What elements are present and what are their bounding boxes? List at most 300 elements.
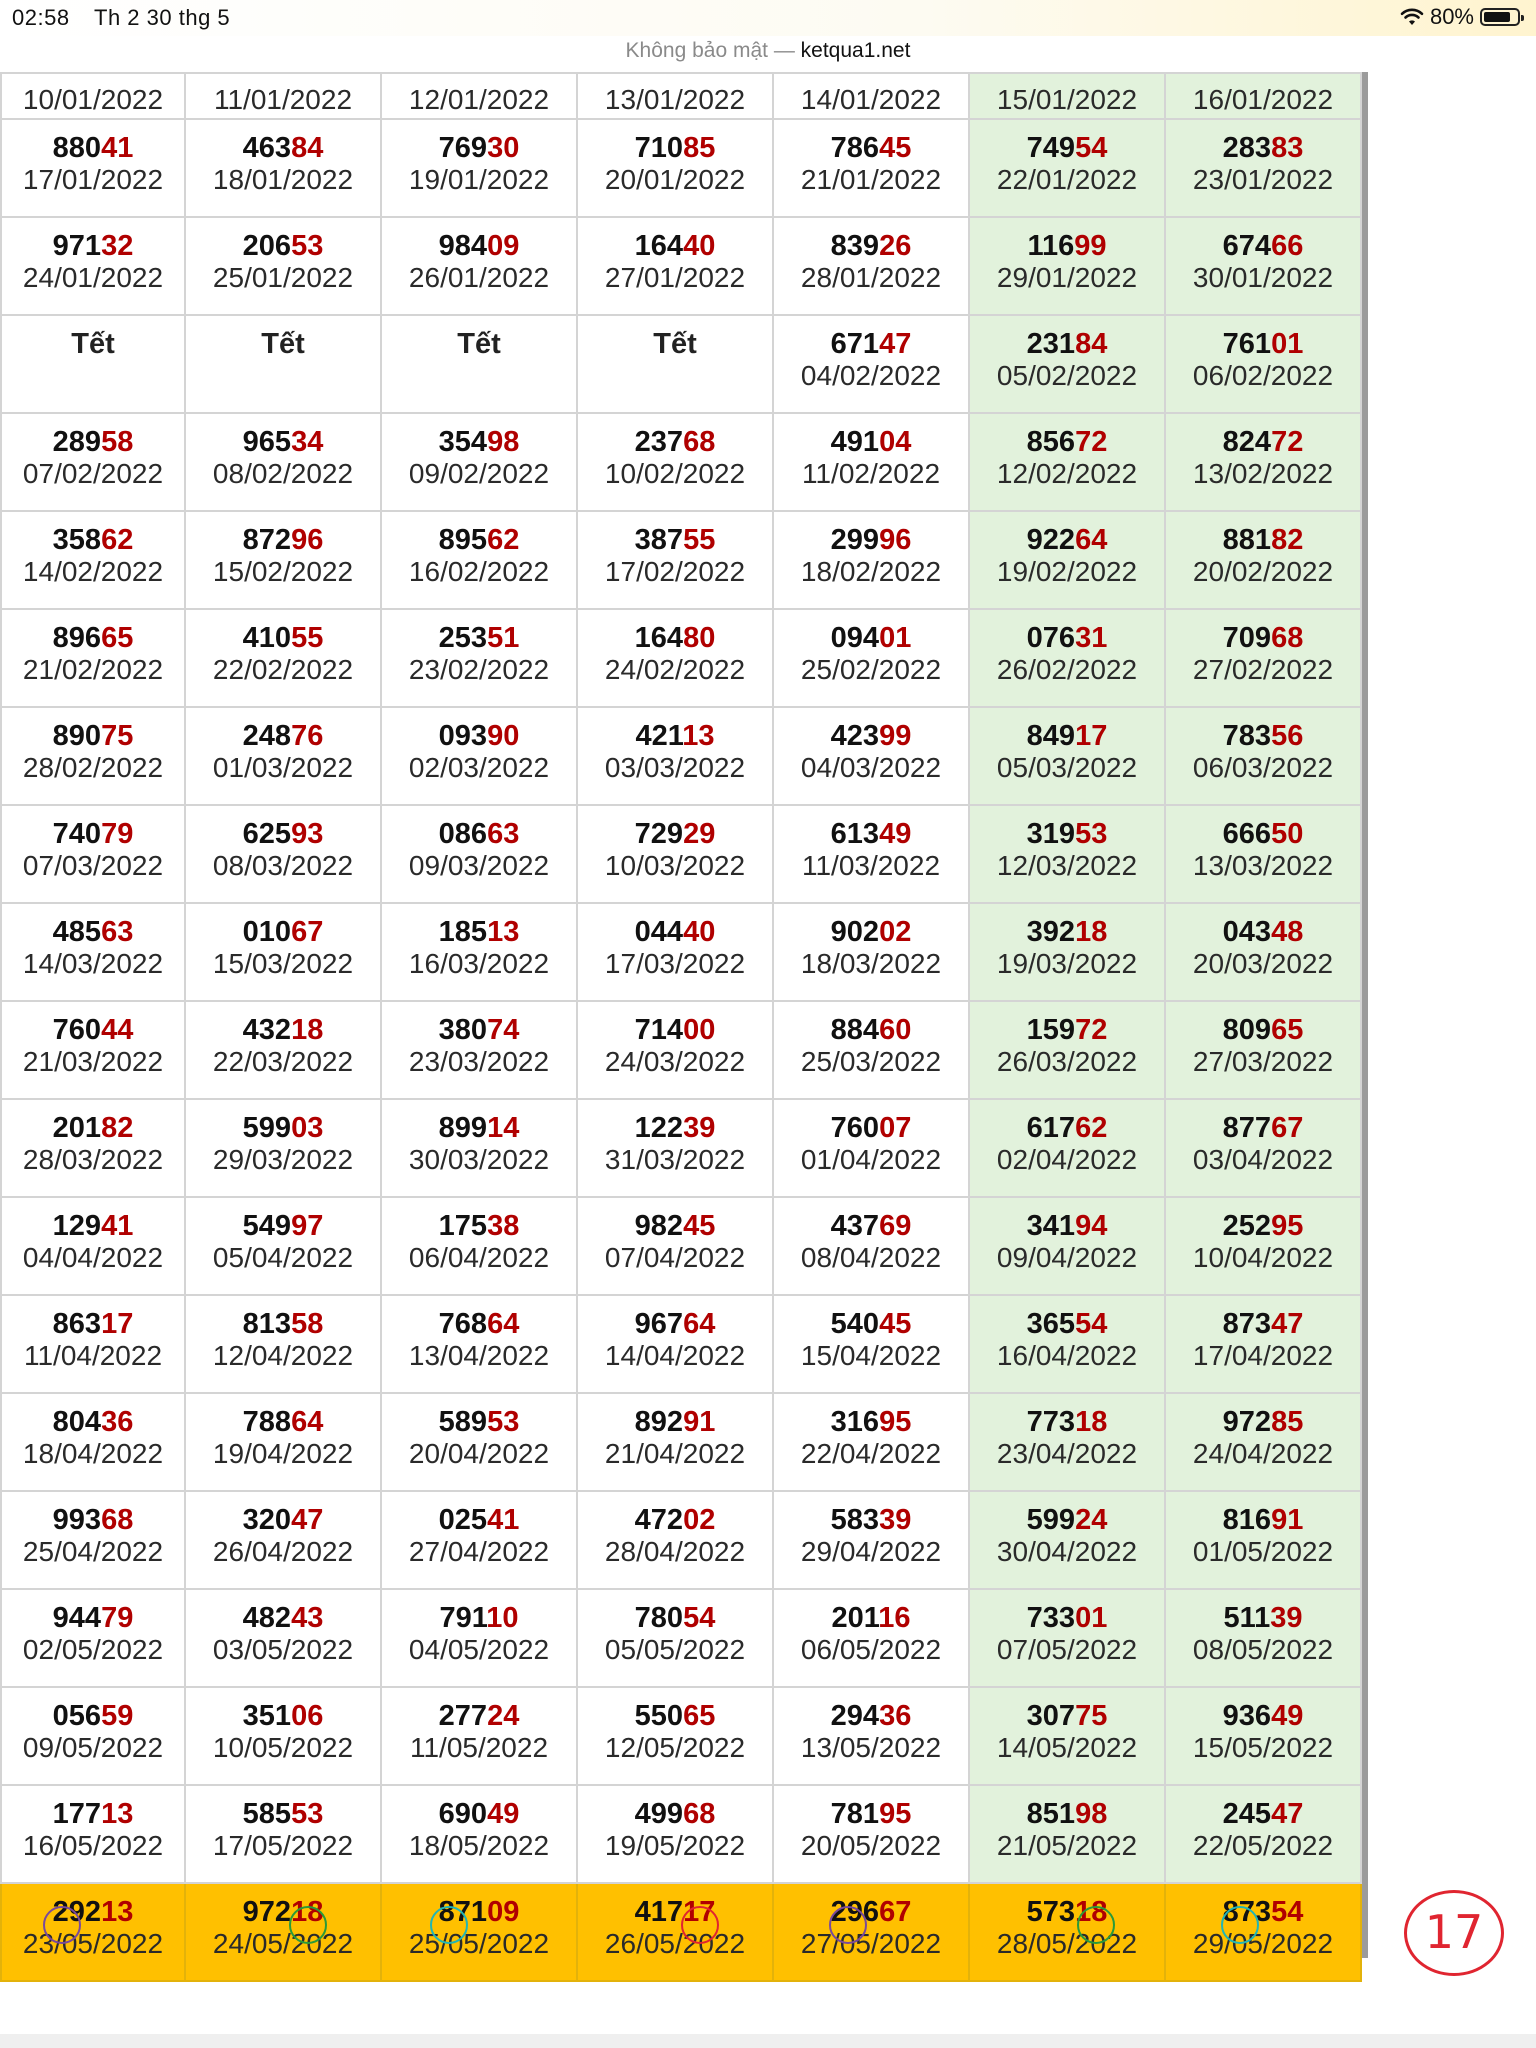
result-cell	[773, 903, 969, 1001]
draw-date: 23/03/2022	[408, 1046, 550, 1077]
table-row	[1, 1491, 1361, 1589]
result-cell	[1165, 609, 1361, 707]
draw-date: 31/03/2022	[604, 1144, 746, 1175]
draw-date: 21/04/2022	[604, 1438, 746, 1469]
draw-date: 27/01/2022	[604, 262, 746, 293]
result-cell	[381, 1001, 577, 1099]
result-number: 97132	[52, 230, 134, 262]
result-number: 31695	[830, 1406, 912, 1438]
status-indicators	[1400, 4, 1520, 30]
result-number: 24876	[242, 720, 324, 752]
result-number: 76930	[438, 132, 520, 164]
result-cell	[773, 511, 969, 609]
hand-drawn-circle-mark	[43, 1906, 81, 1944]
draw-date: 07/03/2022	[22, 850, 164, 881]
result-number: 35498	[438, 426, 520, 458]
draw-date: 23/05/2022	[22, 1928, 164, 1959]
result-cell	[969, 511, 1165, 609]
result-cell	[773, 73, 969, 119]
result-cell	[1, 1491, 185, 1589]
draw-date: 13/03/2022	[1192, 850, 1334, 881]
draw-date: 26/01/2022	[408, 262, 550, 293]
result-number: 35106	[242, 1700, 324, 1732]
result-cell	[1, 1099, 185, 1197]
result-number: 43218	[242, 1014, 324, 1046]
draw-date: 28/02/2022	[22, 752, 164, 783]
result-number: 76864	[438, 1308, 520, 1340]
draw-date: 07/04/2022	[604, 1242, 746, 1273]
result-cell	[381, 903, 577, 1001]
result-cell	[773, 1589, 969, 1687]
result-cell	[1165, 805, 1361, 903]
result-cell	[773, 1099, 969, 1197]
result-cell	[381, 511, 577, 609]
result-cell	[381, 413, 577, 511]
draw-date: 04/03/2022	[800, 752, 942, 783]
draw-date: 03/04/2022	[1192, 1144, 1334, 1175]
draw-date: 08/04/2022	[800, 1242, 942, 1273]
result-number: 82472	[1222, 426, 1304, 458]
result-cell	[1, 1001, 185, 1099]
result-cell	[381, 1491, 577, 1589]
result-cell	[185, 805, 381, 903]
result-number: 27724	[438, 1700, 520, 1732]
result-cell	[969, 1687, 1165, 1785]
hand-drawn-circle-mark	[1077, 1906, 1115, 1944]
draw-date: 15/04/2022	[800, 1340, 942, 1371]
draw-date: 27/02/2022	[1192, 654, 1334, 685]
result-cell	[773, 1785, 969, 1883]
result-cell	[577, 1295, 773, 1393]
table-row	[1, 1393, 1361, 1491]
result-number: 61762	[1026, 1112, 1108, 1144]
draw-date: 13/05/2022	[800, 1732, 942, 1763]
result-cell	[577, 609, 773, 707]
draw-date: 18/02/2022	[800, 556, 942, 587]
draw-date: 10/05/2022	[212, 1732, 354, 1763]
draw-date: 08/05/2022	[1192, 1634, 1334, 1665]
draw-date: 23/04/2022	[996, 1438, 1138, 1469]
result-cell	[969, 805, 1165, 903]
result-cell	[185, 1393, 381, 1491]
result-number: 98245	[634, 1210, 716, 1242]
draw-date: 17/04/2022	[1192, 1340, 1334, 1371]
result-number: 62593	[242, 818, 324, 850]
result-number: 05659	[52, 1700, 134, 1732]
result-number: 58953	[438, 1406, 520, 1438]
result-cell	[969, 217, 1165, 315]
result-cell	[381, 1295, 577, 1393]
draw-date: 02/03/2022	[408, 752, 550, 783]
draw-date: 23/02/2022	[408, 654, 550, 685]
result-cell	[185, 707, 381, 805]
draw-date: 20/05/2022	[800, 1830, 942, 1861]
status-time: 02:58	[12, 5, 70, 30]
result-cell	[1, 1197, 185, 1295]
result-cell	[1165, 217, 1361, 315]
result-cell	[969, 1883, 1165, 1981]
result-cell	[969, 73, 1165, 119]
result-cell	[969, 1393, 1165, 1491]
result-cell	[577, 315, 773, 413]
result-cell	[577, 903, 773, 1001]
result-number: 41717	[634, 1896, 716, 1928]
result-number: 41055	[242, 622, 324, 654]
result-cell	[773, 1491, 969, 1589]
draw-date: 06/02/2022	[1192, 360, 1334, 391]
hand-drawn-circle-mark	[1221, 1906, 1259, 1944]
result-cell	[381, 1589, 577, 1687]
result-cell	[381, 805, 577, 903]
status-date: Th 2 30 thg 5	[94, 5, 231, 30]
battery-icon	[1480, 8, 1520, 26]
result-number: 87109	[438, 1896, 520, 1928]
draw-date: 11/04/2022	[23, 1340, 163, 1371]
result-cell	[185, 1883, 381, 1981]
draw-date: 09/04/2022	[996, 1242, 1138, 1273]
result-cell	[185, 1491, 381, 1589]
draw-date: 13/02/2022	[1192, 458, 1334, 489]
result-cell	[773, 315, 969, 413]
draw-date: 04/04/2022	[22, 1242, 164, 1273]
result-number: 38755	[634, 524, 716, 556]
result-cell	[969, 1491, 1165, 1589]
result-number: 20182	[52, 1112, 134, 1144]
result-number: 99368	[52, 1504, 134, 1536]
result-cell	[1165, 1099, 1361, 1197]
table-row	[1, 1001, 1361, 1099]
draw-date: 22/02/2022	[212, 654, 354, 685]
draw-date: 20/04/2022	[408, 1438, 550, 1469]
result-cell	[969, 1099, 1165, 1197]
draw-date: 01/03/2022	[212, 752, 354, 783]
result-number: 97285	[1222, 1406, 1304, 1438]
draw-date: 20/01/2022	[604, 164, 746, 195]
result-number: 12239	[634, 1112, 716, 1144]
table-row	[1, 73, 1361, 119]
result-number: 11699	[1027, 230, 1107, 262]
result-cell	[381, 707, 577, 805]
result-cell	[577, 1001, 773, 1099]
result-cell	[1165, 1393, 1361, 1491]
result-cell	[1, 1785, 185, 1883]
result-cell	[969, 1197, 1165, 1295]
result-number: 87354	[1222, 1896, 1304, 1928]
result-number: 38074	[438, 1014, 520, 1046]
draw-date: 11/03/2022	[801, 850, 941, 881]
result-cell	[1165, 1197, 1361, 1295]
draw-date: 26/03/2022	[996, 1046, 1138, 1077]
result-cell	[773, 707, 969, 805]
result-cell	[1, 73, 185, 119]
draw-date: 06/04/2022	[408, 1242, 550, 1273]
result-number: 30775	[1026, 1700, 1108, 1732]
draw-date: 30/04/2022	[996, 1536, 1138, 1567]
table-row	[1, 805, 1361, 903]
result-number: 87767	[1222, 1112, 1304, 1144]
result-number: 78645	[830, 132, 912, 164]
draw-date: 14/04/2022	[604, 1340, 746, 1371]
draw-date: 28/01/2022	[800, 262, 942, 293]
draw-date: 15/05/2022	[1192, 1732, 1334, 1763]
result-number: 89291	[634, 1406, 716, 1438]
result-cell	[381, 119, 577, 217]
draw-date: 25/01/2022	[212, 262, 354, 293]
result-cell	[381, 1883, 577, 1981]
draw-date: 27/04/2022	[408, 1536, 550, 1567]
draw-date: 08/03/2022	[212, 850, 354, 881]
result-number: 77318	[1026, 1406, 1108, 1438]
result-cell	[577, 707, 773, 805]
table-row	[1, 217, 1361, 315]
result-number: 89914	[438, 1112, 520, 1144]
wifi-icon	[1400, 7, 1424, 27]
result-number: 61349	[830, 818, 912, 850]
result-number: 04440	[634, 916, 716, 948]
draw-date: 10/04/2022	[1192, 1242, 1334, 1273]
battery-fill	[1484, 12, 1510, 22]
draw-date: 30/01/2022	[1192, 262, 1334, 293]
result-number: 87296	[242, 524, 324, 556]
draw-date: 16/02/2022	[408, 556, 550, 587]
result-cell	[1165, 1589, 1361, 1687]
draw-date: 19/03/2022	[996, 948, 1138, 979]
result-number: 83926	[830, 230, 912, 262]
result-number: 04348	[1222, 916, 1304, 948]
draw-date: 22/03/2022	[212, 1046, 354, 1077]
holiday-label: Tết	[71, 328, 115, 360]
draw-date: 10/01/2022	[22, 84, 164, 115]
draw-date: 04/05/2022	[408, 1634, 550, 1665]
draw-date: 15/01/2022	[996, 84, 1138, 115]
result-cell	[773, 1295, 969, 1393]
draw-date: 14/03/2022	[22, 948, 164, 979]
address-bar[interactable]	[0, 36, 1536, 72]
result-number: 51139	[1223, 1602, 1303, 1634]
draw-date: 15/02/2022	[212, 556, 354, 587]
result-number: 09390	[438, 720, 520, 752]
result-cell	[773, 413, 969, 511]
result-number: 87347	[1222, 1308, 1304, 1340]
draw-date: 25/04/2022	[22, 1536, 164, 1567]
result-cell	[1, 1687, 185, 1785]
draw-date: 25/02/2022	[800, 654, 942, 685]
result-number: 28383	[1222, 132, 1304, 164]
table-row	[1, 1099, 1361, 1197]
result-number: 72929	[634, 818, 716, 850]
result-cell	[969, 707, 1165, 805]
table-row	[1, 1589, 1361, 1687]
draw-date: 16/04/2022	[996, 1340, 1138, 1371]
result-cell	[1165, 1295, 1361, 1393]
result-cell	[969, 1295, 1165, 1393]
result-number: 23768	[634, 426, 716, 458]
status-bar	[0, 0, 1536, 36]
draw-date: 24/05/2022	[212, 1928, 354, 1959]
result-number: 78195	[830, 1798, 912, 1830]
result-cell	[969, 903, 1165, 1001]
result-cell	[381, 315, 577, 413]
result-cell	[577, 217, 773, 315]
table-row	[1, 1883, 1361, 1981]
result-cell	[1, 1295, 185, 1393]
draw-date: 29/05/2022	[1192, 1928, 1334, 1959]
draw-date: 26/04/2022	[212, 1536, 354, 1567]
draw-date: 30/03/2022	[408, 1144, 550, 1175]
draw-date: 19/02/2022	[996, 556, 1138, 587]
draw-date: 29/04/2022	[800, 1536, 942, 1567]
result-cell	[185, 1687, 381, 1785]
draw-date: 22/01/2022	[996, 164, 1138, 195]
draw-date: 12/02/2022	[996, 458, 1138, 489]
result-number: 16480	[634, 622, 716, 654]
result-number: 20116	[831, 1602, 911, 1634]
draw-date: 17/01/2022	[22, 164, 164, 195]
result-number: 29667	[830, 1896, 912, 1928]
result-number: 88460	[830, 1014, 912, 1046]
result-number: 34194	[1026, 1210, 1108, 1242]
draw-date: 09/02/2022	[408, 458, 550, 489]
result-cell	[969, 119, 1165, 217]
result-cell	[1, 315, 185, 413]
result-cell	[773, 1197, 969, 1295]
draw-date: 24/02/2022	[604, 654, 746, 685]
table-row	[1, 1295, 1361, 1393]
draw-date: 09/05/2022	[22, 1732, 164, 1763]
result-number: 67466	[1222, 230, 1304, 262]
result-number: 49104	[830, 426, 912, 458]
draw-date: 24/04/2022	[1192, 1438, 1334, 1469]
result-cell	[185, 315, 381, 413]
result-number: 20653	[242, 230, 324, 262]
result-number: 71400	[634, 1014, 716, 1046]
draw-date: 21/03/2022	[22, 1046, 164, 1077]
draw-date: 14/05/2022	[996, 1732, 1138, 1763]
result-cell	[577, 1099, 773, 1197]
result-number: 81358	[242, 1308, 324, 1340]
result-number: 09401	[830, 622, 912, 654]
result-cell	[773, 805, 969, 903]
lottery-results-table	[0, 72, 1362, 1982]
result-cell	[1, 413, 185, 511]
draw-date: 22/04/2022	[800, 1438, 942, 1469]
table-row	[1, 413, 1361, 511]
holiday-label: Tết	[457, 328, 501, 360]
result-number: 32047	[242, 1504, 324, 1536]
hand-drawn-circle-mark	[289, 1906, 327, 1944]
result-number: 47202	[634, 1504, 716, 1536]
result-number: 88041	[52, 132, 134, 164]
result-number: 74079	[52, 818, 134, 850]
url-insecure-label: Không bảo mật —	[625, 39, 795, 62]
result-cell	[1, 217, 185, 315]
holiday-label: Tết	[261, 328, 305, 360]
table-row	[1, 1687, 1361, 1785]
table-row	[1, 511, 1361, 609]
draw-date: 21/05/2022	[996, 1830, 1138, 1861]
result-cell	[185, 609, 381, 707]
result-number: 86317	[52, 1308, 134, 1340]
result-number: 25351	[438, 622, 520, 654]
result-cell	[577, 1197, 773, 1295]
result-cell	[577, 1491, 773, 1589]
table-row	[1, 903, 1361, 1001]
result-number: 85672	[1026, 426, 1108, 458]
draw-date: 12/03/2022	[996, 850, 1138, 881]
result-number: 12941	[52, 1210, 134, 1242]
result-number: 48563	[52, 916, 134, 948]
draw-date: 07/02/2022	[22, 458, 164, 489]
draw-date: 29/01/2022	[996, 262, 1138, 293]
draw-date: 16/01/2022	[1192, 84, 1334, 115]
result-number: 74954	[1026, 132, 1108, 164]
draw-date: 17/02/2022	[604, 556, 746, 587]
draw-date: 16/03/2022	[408, 948, 550, 979]
result-cell	[185, 413, 381, 511]
result-cell	[185, 903, 381, 1001]
result-cell	[577, 119, 773, 217]
result-number: 58553	[242, 1798, 324, 1830]
result-number: 18513	[438, 916, 520, 948]
result-number: 79110	[439, 1602, 519, 1634]
result-number: 24547	[1222, 1798, 1304, 1830]
result-number: 80436	[52, 1406, 134, 1438]
draw-date: 12/01/2022	[408, 84, 550, 115]
draw-date: 04/02/2022	[800, 360, 942, 391]
result-number: 42399	[830, 720, 912, 752]
result-cell	[969, 315, 1165, 413]
result-number: 17713	[52, 1798, 134, 1830]
result-number: 76044	[52, 1014, 134, 1046]
table-row	[1, 1785, 1361, 1883]
result-cell	[1, 805, 185, 903]
draw-date: 11/02/2022	[801, 458, 941, 489]
draw-date: 07/05/2022	[996, 1634, 1138, 1665]
bottom-strip	[0, 2034, 1536, 2048]
result-cell	[773, 1393, 969, 1491]
result-cell	[577, 1589, 773, 1687]
result-number: 43769	[830, 1210, 912, 1242]
draw-date: 06/05/2022	[800, 1634, 942, 1665]
result-cell	[381, 1099, 577, 1197]
result-number: 98409	[438, 230, 520, 262]
draw-date: 05/05/2022	[604, 1634, 746, 1665]
table-row	[1, 315, 1361, 413]
table-row	[1, 119, 1361, 217]
result-number: 96534	[242, 426, 324, 458]
draw-date: 12/05/2022	[604, 1732, 746, 1763]
result-cell	[1165, 903, 1361, 1001]
draw-date: 09/03/2022	[408, 850, 550, 881]
result-cell	[1165, 1785, 1361, 1883]
result-cell	[577, 511, 773, 609]
result-number: 25295	[1222, 1210, 1304, 1242]
result-cell	[1, 1393, 185, 1491]
table-row	[1, 707, 1361, 805]
result-number: 94479	[52, 1602, 134, 1634]
result-cell	[773, 1687, 969, 1785]
result-number: 17538	[438, 1210, 520, 1242]
draw-date: 10/03/2022	[604, 850, 746, 881]
result-cell	[577, 73, 773, 119]
result-cell	[1, 1589, 185, 1687]
result-number: 57318	[1026, 1896, 1108, 1928]
result-cell	[577, 1883, 773, 1981]
table-row	[1, 609, 1361, 707]
draw-date: 19/01/2022	[408, 164, 550, 195]
result-number: 73301	[1026, 1602, 1108, 1634]
result-cell	[185, 217, 381, 315]
